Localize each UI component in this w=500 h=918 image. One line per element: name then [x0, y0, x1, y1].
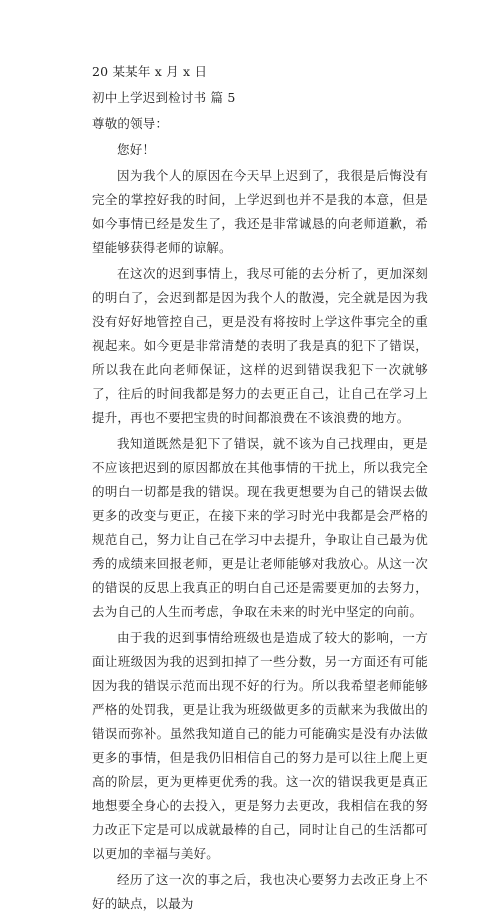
letter-body [92, 60, 428, 918]
paragraph-5: 经历了这一次的事之后，我也决心要努力去改正身上不好的缺点，以最为 [92, 872, 428, 911]
paragraph-2: 在这次的迟到事情上，我尽可能的去分析了，更加深刻的明白了，会迟到都是因为我个人的散漫，完全就是因为我没有好好地管控自己，更是没有将按时上学这件事完全的重视起来。如今更是非常清楚的表明了我是真的犯下了错误，所以我在此向老师保证，这样的迟到错误我犯下一次就够了，往后的时间我都是努力的去更正自己，让自己在学习上提升，再也不要把宝贵的时间都浪费在不该浪费的地方。 [92, 266, 428, 425]
salutation: 尊敬的领导： [92, 116, 169, 131]
greeting: 您好！ [117, 142, 156, 157]
paragraph-1: 因为我个人的原因在今天早上迟到了，我很是后悔没有完全的掌控好我的时间，上学迟到也并不是我的本意，但是如今事情已经是发生了，我还是非常诚恳的向老师道歉，希望能够获得老师的谅解。 [92, 168, 428, 255]
paragraph-3: 我知道既然是犯下了错误，就不该为自己找理由，更是不应该把迟到的原因都放在其他事情的干扰上，所以我完全的明白一切都是我的错误。现在我更想要为自己的错误去做更多的改变与更正，在接下来的学习时光中我都是会严格的规范自己，努力让自己在学习中去提升，争取让自己最为优秀的成绩来回报老师，更是让老师能够对我放心。从这一次的错误的反思上我真正的明白自己还是需要更加的去努力，去为自己的人生而考虑，争取在未来的时光中坚定的向前。 [92, 436, 428, 619]
paragraph-4: 由于我的迟到事情给班级也是造成了较大的影响，一方面让班级因为我的迟到扣掉了一些分数，另一方面还有可能因为我的错误示范而出现不好的行为。所以我希望老师能够严格的处罚我，更是让我为班级做更多的贡献来为我做出的错误而弥补。虽然我知道自己的能力可能确实是没有办法做更多的事情，但是我仍旧相信自己的努力是可以往上爬上更高的阶层，更为更棒更优秀的我。这一次的错误我更是真正地想要全身心的去投入，更是努力去更改，我相信在我的努力改正下定是可以成就最棒的自己，同时让自己的生活都可以更加的幸福与美好。 [92, 630, 428, 861]
letter-date: 20 某某年 x 月 x 日 [92, 64, 208, 79]
letter-title: 初中上学迟到检讨书 篇 5 [92, 90, 236, 105]
